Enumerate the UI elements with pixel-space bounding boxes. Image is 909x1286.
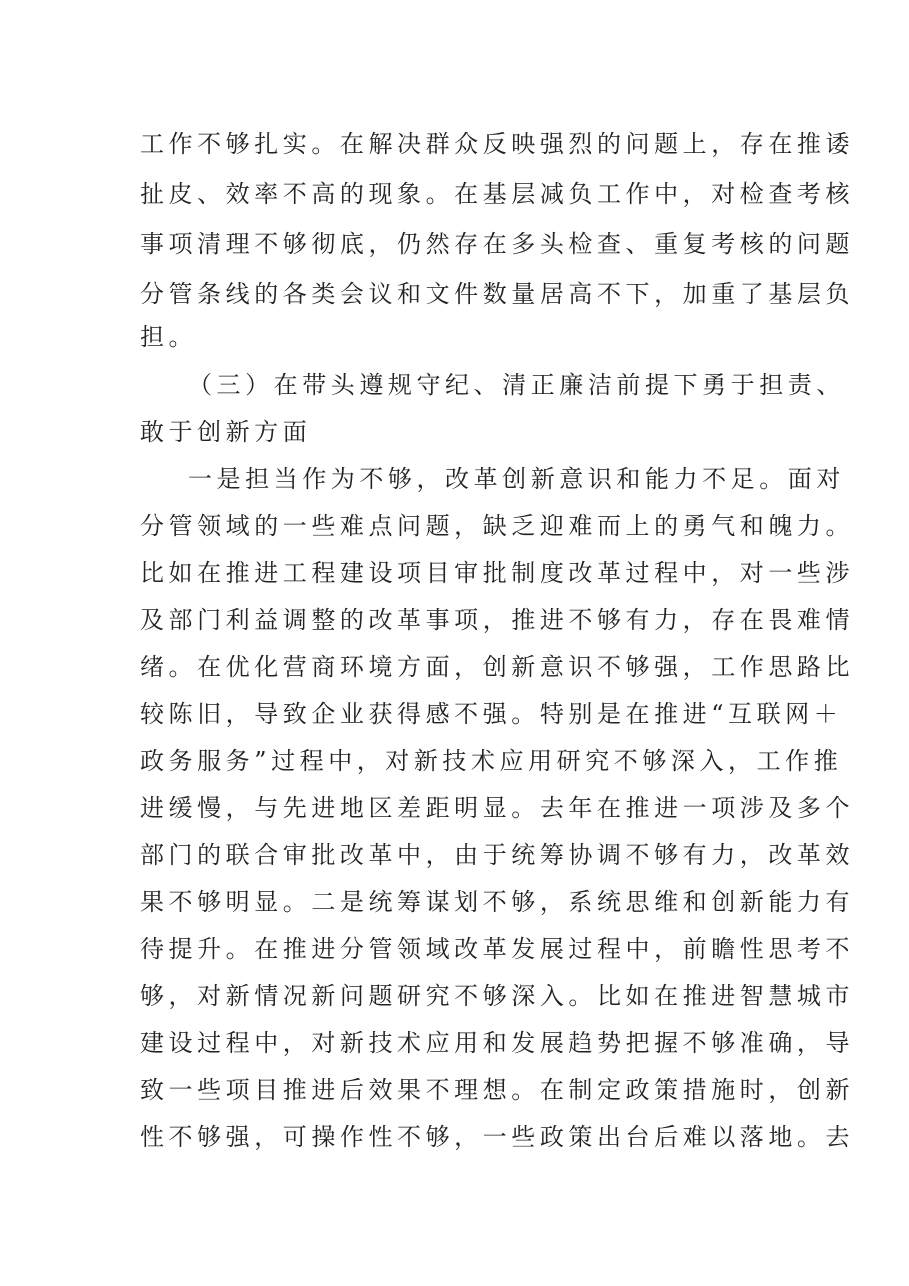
body-text-line: 建设过程中，对新技术应用和发展趋势把握不够准确，导: [140, 1029, 854, 1057]
body-text-line: 待提升。在推进分管领域改革发展过程中，前瞻性思考不: [140, 935, 854, 963]
body-text-line: 比如在推进工程建设项目审批制度改革过程中，对一些涉: [140, 559, 854, 587]
body-text-line: 一是担当作为不够，改革创新意识和能力不足。面对: [188, 465, 845, 493]
body-text-line: 政务服务”过程中，对新技术应用研究不够深入，工作推: [140, 747, 843, 775]
body-text-line: 较陈旧，导致企业获得感不强。特别是在推进“互联网＋: [140, 700, 843, 728]
body-text-line: 致一些项目推进后效果不理想。在制定政策措施时，创新: [140, 1076, 854, 1104]
body-text-line: 工作不够扎实。在解决群众反映强烈的问题上，存在推诿: [140, 130, 854, 158]
body-text-line: 绪。在优化营商环境方面，创新意识不够强，工作思路比: [140, 653, 854, 681]
body-text-line: 扯皮、效率不高的现象。在基层减负工作中，对检查考核: [140, 180, 854, 208]
section-heading-line: （三）在带头遵规守纪、清正廉洁前提下勇于担责、: [188, 371, 845, 399]
body-text-line: 果不够明显。二是统筹谋划不够，系统思维和创新能力有: [140, 888, 854, 916]
body-text-line: 分管领域的一些难点问题，缺乏迎难而上的勇气和魄力。: [140, 512, 854, 540]
section-heading-line: 敢于创新方面: [140, 418, 312, 446]
body-text-line: 够，对新情况新问题研究不够深入。比如在推进智慧城市: [140, 982, 854, 1010]
body-text-line: 性不够强，可操作性不够，一些政策出台后难以落地。去: [140, 1123, 854, 1151]
body-text-line: 事项清理不够彻底，仍然存在多头检查、重复考核的问题: [140, 230, 854, 258]
body-text-line: 分管条线的各类会议和文件数量居高不下，加重了基层负: [140, 280, 854, 308]
body-text-line: 进缓慢，与先进地区差距明显。去年在推进一项涉及多个: [140, 794, 854, 822]
body-text-line: 部门的联合审批改革中，由于统筹协调不够有力，改革效: [140, 841, 854, 869]
body-text-line: 及部门利益调整的改革事项，推进不够有力，存在畏难情: [140, 606, 854, 634]
body-text-line: 担。: [140, 323, 198, 351]
